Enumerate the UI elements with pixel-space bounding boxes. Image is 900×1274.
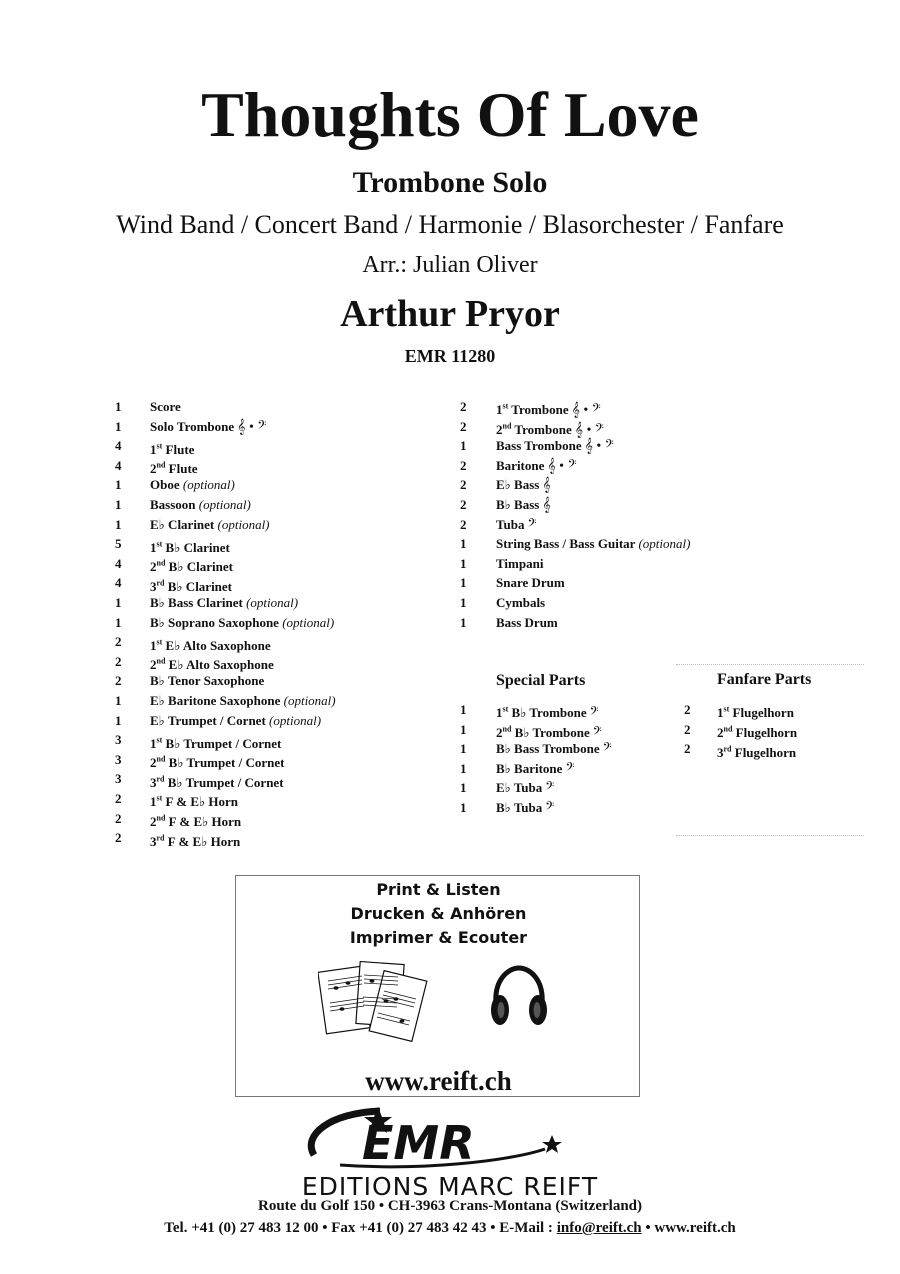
part-name-text: B♭ Tenor Saxophone	[150, 673, 265, 689]
part-name	[496, 515, 536, 536]
part-quantity: 2	[115, 791, 122, 806]
part-name-text: Snare Drum	[496, 575, 565, 591]
part-quantity: 1	[460, 575, 467, 591]
clef-icon: 𝄞 • 𝄢	[571, 403, 601, 419]
part-name-text: B♭ Soprano Saxophone	[150, 614, 279, 630]
part-name-text: Score	[150, 399, 181, 414]
optional-note: (optional)	[269, 712, 322, 728]
part-name-text: 2nd Flugelhorn	[717, 724, 798, 740]
part-name	[150, 593, 298, 613]
part-quantity: 2	[684, 721, 691, 737]
part-quantity: 1	[460, 555, 467, 571]
fanfare-parts-list	[684, 700, 864, 770]
part-quantity: 2	[460, 399, 467, 414]
part-quantity: 2	[684, 741, 691, 757]
part-name-text: Bass Drum	[496, 614, 558, 630]
clef-icon: 𝄞	[542, 498, 551, 513]
part-name	[150, 515, 270, 535]
special-parts-heading: Special Parts	[496, 672, 586, 689]
part-name	[150, 711, 321, 731]
part-name	[496, 739, 612, 760]
part-name-text: Solo Trombone	[150, 418, 235, 434]
part-quantity: 4	[115, 438, 122, 454]
part-name	[150, 475, 235, 495]
parts-list-left	[115, 397, 455, 857]
part-name-text: Oboe	[150, 477, 180, 493]
part-quantity: 3	[115, 751, 122, 767]
part-quantity: 2	[115, 810, 122, 826]
part-name	[496, 475, 551, 496]
part-name-text: E♭ Trumpet / Cornet	[150, 712, 266, 728]
print-listen-de: Drucken & Anhören	[350, 904, 527, 923]
part-name	[150, 417, 266, 438]
part-name-text: String Bass / Bass Guitar	[496, 536, 636, 552]
sheet-music-icon	[318, 961, 430, 1051]
clef-icon: 𝄢	[565, 761, 575, 777]
part-name-text: 2nd B♭ Trumpet / Cornet	[150, 754, 285, 771]
part-quantity: 1	[115, 712, 122, 728]
part-quantity: 1	[460, 438, 467, 454]
part-name-text: 1st Flute	[150, 441, 195, 457]
part-name-text: B♭ Tuba	[496, 800, 543, 815]
part-name	[496, 613, 558, 633]
divider	[676, 835, 864, 836]
part-name-text: 3rd B♭ Clarinet	[150, 578, 233, 594]
part-name-text: 1st B♭ Trombone	[496, 705, 587, 721]
subtitle: Trombone Solo	[352, 166, 548, 199]
optional-note: (optional)	[198, 497, 251, 512]
part-name	[717, 739, 796, 762]
part-quantity: 1	[115, 614, 122, 630]
part-name-text: 2nd Flute	[150, 460, 198, 477]
part-name-text: Tuba	[496, 516, 525, 532]
clef-icon: 𝄢	[545, 801, 555, 816]
part-name	[496, 759, 574, 780]
part-name	[496, 495, 551, 516]
part-quantity: 2	[460, 418, 467, 434]
part-name	[496, 534, 690, 554]
fanfare-parts-heading: Fanfare Parts	[717, 671, 812, 688]
part-quantity: 1	[115, 693, 122, 708]
parts-list-right	[460, 397, 780, 647]
clef-icon: 𝄞 • 𝄢	[237, 419, 267, 435]
part-quantity: 1	[115, 418, 122, 434]
part-quantity: 1	[460, 721, 467, 737]
optional-note: (optional)	[282, 614, 335, 630]
contact-phone-fax: Tel. +41 (0) 27 483 12 00 • Fax +41 (0) 27 483 42 43 • E-Mail :	[164, 1220, 557, 1236]
part-name-text: 1st B♭ Trumpet / Cornet	[150, 735, 282, 751]
part-quantity: 2	[460, 477, 467, 493]
part-name-text: Bassoon	[150, 497, 196, 512]
part-quantity: 2	[460, 497, 467, 512]
clef-icon: 𝄢	[602, 742, 612, 758]
part-name	[496, 798, 554, 819]
part-quantity: 1	[460, 741, 467, 757]
part-quantity: 1	[460, 800, 467, 815]
part-name	[496, 436, 614, 457]
optional-note: (optional)	[182, 477, 235, 493]
clef-icon: 𝄞 • 𝄢	[584, 439, 614, 455]
part-quantity: 2	[115, 634, 122, 650]
optional-note: (optional)	[638, 536, 691, 552]
part-name-text: 2nd Trombone	[496, 421, 572, 437]
part-name-text: B♭ Bass Trombone	[496, 741, 600, 757]
part-name-text: E♭ Bass	[496, 477, 540, 493]
part-name-text: B♭ Bass	[496, 497, 540, 512]
publisher-address: Route du Golf 150 • CH-3963 Crans-Montana (Switzerland)	[258, 1198, 642, 1214]
part-name-text: B♭ Baritone	[496, 760, 563, 776]
clef-icon: 𝄞	[542, 478, 551, 494]
emr-logo	[300, 1105, 570, 1171]
part-name-text: 2nd B♭ Clarinet	[150, 558, 233, 575]
part-quantity: 1	[460, 536, 467, 552]
clef-icon: 𝄢	[527, 517, 537, 533]
part-quantity: 4	[115, 457, 122, 473]
part-name	[150, 691, 336, 711]
part-name-text: Cymbals	[496, 595, 546, 610]
website-link[interactable]: www.reift.ch	[365, 1066, 512, 1096]
part-name	[496, 593, 545, 613]
part-name-text: 3rd Flugelhorn	[717, 744, 797, 760]
part-name-text: E♭ Baritone Saxophone	[150, 693, 281, 708]
print-listen-fr: Imprimer & Ecouter	[349, 928, 528, 947]
part-name	[150, 397, 181, 417]
part-name	[150, 828, 240, 851]
part-quantity: 2	[115, 673, 122, 689]
headphones-icon	[488, 964, 550, 1030]
part-name-text: 1st Flugelhorn	[717, 705, 794, 721]
part-quantity: 4	[115, 555, 122, 571]
part-name-text: 1st Trombone	[496, 402, 569, 418]
part-quantity: 5	[115, 536, 122, 552]
clef-icon: 𝄢	[592, 725, 602, 741]
part-name-text: 2nd E♭ Alto Saxophone	[150, 656, 274, 673]
clef-icon: 𝄞 • 𝄢	[547, 458, 577, 474]
part-quantity: 1	[115, 399, 122, 414]
divider	[676, 664, 864, 665]
special-parts-list	[460, 700, 680, 830]
part-name-text: E♭ Tuba	[496, 780, 543, 796]
part-name-text: Timpani	[496, 555, 544, 571]
optional-note: (optional)	[217, 516, 270, 532]
part-name-text: 1st E♭ Alto Saxophone	[150, 637, 271, 653]
publisher-name: EDITIONS MARC REIFT	[301, 1172, 599, 1201]
optional-note: (optional)	[283, 693, 336, 708]
clef-icon: 𝄢	[545, 781, 555, 797]
part-name	[496, 456, 577, 477]
part-quantity: 2	[115, 653, 122, 669]
part-quantity: 1	[115, 595, 122, 610]
part-quantity: 1	[460, 760, 467, 776]
part-quantity: 1	[460, 614, 467, 630]
part-quantity: 1	[460, 595, 467, 610]
part-name-text: 1st B♭ Clarinet	[150, 539, 230, 555]
print-listen-en: Print & Listen	[376, 880, 501, 899]
part-name	[496, 573, 565, 593]
ensemble-line: Wind Band / Concert Band / Harmonie / Blasorchester / Fanfare	[116, 210, 784, 239]
part-quantity: 2	[115, 830, 122, 846]
part-name	[496, 554, 543, 574]
part-name	[150, 613, 334, 633]
clef-icon: 𝄢	[589, 706, 599, 722]
part-name-text: 2nd F & E♭ Horn	[150, 813, 242, 829]
part-name-text: 3rd F & E♭ Horn	[150, 833, 241, 849]
part-name	[150, 495, 251, 515]
part-name-text: 3rd B♭ Trumpet / Cornet	[150, 774, 284, 790]
part-quantity: 3	[115, 771, 122, 787]
part-quantity: 2	[684, 702, 691, 717]
part-quantity: 2	[460, 457, 467, 473]
part-quantity: 1	[115, 516, 122, 532]
part-quantity: 2	[460, 516, 467, 532]
arranger-line: Arr.: Julian Oliver	[362, 252, 538, 278]
logo-text: EMR	[362, 1116, 475, 1170]
part-name	[496, 778, 554, 799]
composer-name: Arthur Pryor	[340, 293, 560, 335]
clef-icon: 𝄞 • 𝄢	[574, 422, 604, 438]
part-quantity: 1	[115, 497, 122, 512]
part-name	[150, 671, 264, 691]
part-quantity: 1	[115, 477, 122, 493]
part-name-text: Bass Trombone	[496, 438, 582, 454]
part-name-text: B♭ Bass Clarinet	[150, 595, 243, 610]
part-quantity: 1	[460, 780, 467, 796]
publisher-contact	[0, 1220, 900, 1237]
part-quantity: 3	[115, 732, 122, 748]
part-name-text: E♭ Clarinet	[150, 516, 215, 532]
part-name-text: Baritone	[496, 457, 545, 473]
part-name-text: 2nd B♭ Trombone	[496, 724, 590, 740]
part-quantity: 1	[460, 702, 467, 717]
page-title: Thoughts Of Love	[201, 79, 699, 150]
optional-note: (optional)	[246, 595, 299, 610]
contact-website: • www.reift.ch	[641, 1220, 736, 1236]
print-listen-box	[235, 875, 640, 1097]
part-quantity: 4	[115, 575, 122, 591]
catalog-number: EMR 11280	[404, 346, 496, 366]
email-link[interactable]: info@reift.ch	[556, 1220, 642, 1236]
part-name-text: 1st F & E♭ Horn	[150, 794, 238, 810]
